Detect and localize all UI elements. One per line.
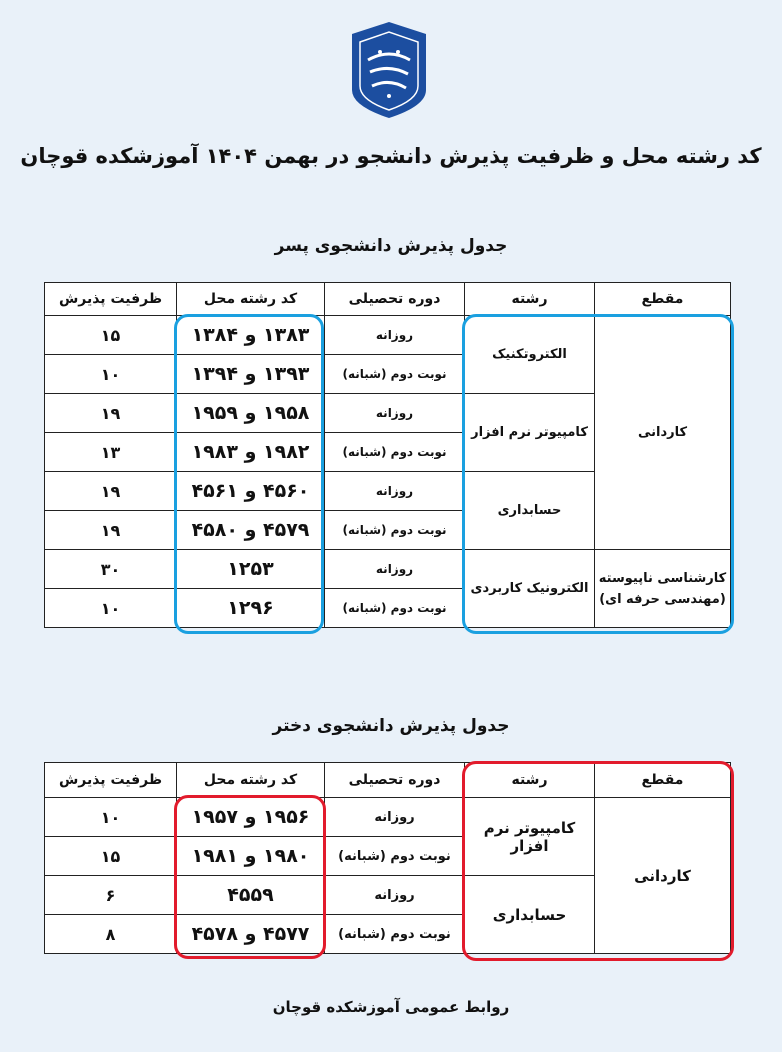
table-row xyxy=(45,550,731,589)
boys-admission-table xyxy=(44,282,731,628)
capacity-cell: ۶ xyxy=(45,876,177,915)
header-code: کد رشته محل xyxy=(177,283,325,316)
code-cell: ۱۳۸۳ و ۱۳۸۴ xyxy=(177,316,325,355)
major-cell: الکترونیک کاربردی xyxy=(465,550,595,628)
header-level: مقطع xyxy=(595,283,731,316)
code-cell: ۴۵۷۷ و ۴۵۷۸ xyxy=(177,915,325,954)
capacity-cell: ۱۵ xyxy=(45,316,177,355)
code-cell: ۱۳۹۳ و ۱۳۹۴ xyxy=(177,355,325,394)
table-row xyxy=(45,798,731,837)
level-cell: کاردانی xyxy=(595,316,731,550)
header-major: رشته xyxy=(465,283,595,316)
capacity-cell: ۱۰ xyxy=(45,589,177,628)
capacity-cell: ۱۹ xyxy=(45,394,177,433)
major-cell: کامپیوتر نرم افزار xyxy=(465,798,595,876)
capacity-cell: ۱۵ xyxy=(45,837,177,876)
shift-cell: نوبت دوم (شبانه) xyxy=(325,355,465,394)
header-shift: دوره تحصیلی xyxy=(325,763,465,798)
shift-cell: نوبت دوم (شبانه) xyxy=(325,837,465,876)
capacity-cell: ۳۰ xyxy=(45,550,177,589)
capacity-cell: ۱۰ xyxy=(45,355,177,394)
major-cell: الکتروتکنیک xyxy=(465,316,595,394)
capacity-cell: ۱۳ xyxy=(45,433,177,472)
boys-table-title: جدول پذیرش دانشجوی پسر xyxy=(274,236,508,256)
capacity-cell: ۱۹ xyxy=(45,472,177,511)
major-cell: حسابداری xyxy=(465,472,595,550)
header-level: مقطع xyxy=(595,763,731,798)
shift-cell: نوبت دوم (شبانه) xyxy=(325,433,465,472)
code-cell: ۱۹۸۲ و ۱۹۸۳ xyxy=(177,433,325,472)
code-cell: ۴۵۷۹ و ۴۵۸۰ xyxy=(177,511,325,550)
major-cell: حسابداری xyxy=(465,876,595,954)
header-shift: دوره تحصیلی xyxy=(325,283,465,316)
university-logo xyxy=(346,20,432,120)
code-cell: ۴۵۵۹ xyxy=(177,876,325,915)
header-capacity: ظرفیت پذیرش xyxy=(45,283,177,316)
table-row xyxy=(45,316,731,355)
shift-cell: نوبت دوم (شبانه) xyxy=(325,511,465,550)
header-capacity: ظرفیت پذیرش xyxy=(45,763,177,798)
table-header-row xyxy=(45,763,731,798)
capacity-cell: ۱۹ xyxy=(45,511,177,550)
level-subtitle: (مهندسی حرفه ای) xyxy=(599,591,726,607)
girls-table-title: جدول پذیرش دانشجوی دختر xyxy=(272,716,510,736)
code-cell: ۱۲۹۶ xyxy=(177,589,325,628)
level-cell: کاردانی xyxy=(595,798,731,954)
header-code: کد رشته محل xyxy=(177,763,325,798)
shift-cell: روزانه xyxy=(325,876,465,915)
code-cell: ۱۹۵۸ و ۱۹۵۹ xyxy=(177,394,325,433)
capacity-cell: ۸ xyxy=(45,915,177,954)
code-cell: ۱۲۵۳ xyxy=(177,550,325,589)
shift-cell: روزانه xyxy=(325,316,465,355)
shift-cell: نوبت دوم (شبانه) xyxy=(325,589,465,628)
shift-cell: روزانه xyxy=(325,798,465,837)
level-cell xyxy=(595,550,731,628)
major-cell: کامپیوتر نرم افزار xyxy=(465,394,595,472)
header-major: رشته xyxy=(465,763,595,798)
code-cell: ۱۹۸۰ و ۱۹۸۱ xyxy=(177,837,325,876)
capacity-cell: ۱۰ xyxy=(45,798,177,837)
shift-cell: روزانه xyxy=(325,550,465,589)
footer-credit: روابط عمومی آموزشکده قوچان xyxy=(272,998,510,1016)
girls-admission-table xyxy=(44,762,731,954)
shift-cell: روزانه xyxy=(325,394,465,433)
table-header-row xyxy=(45,283,731,316)
code-cell: ۱۹۵۶ و ۱۹۵۷ xyxy=(177,798,325,837)
level-name: کارشناسی ناپیوسته xyxy=(598,570,727,586)
page-title: کد رشته محل و ظرفیت پذیرش دانشجو در بهمن ۱۴۰۴ آموزشکده قوچان xyxy=(20,144,762,168)
code-cell: ۴۵۶۰ و ۴۵۶۱ xyxy=(177,472,325,511)
shift-cell: روزانه xyxy=(325,472,465,511)
shift-cell: نوبت دوم (شبانه) xyxy=(325,915,465,954)
